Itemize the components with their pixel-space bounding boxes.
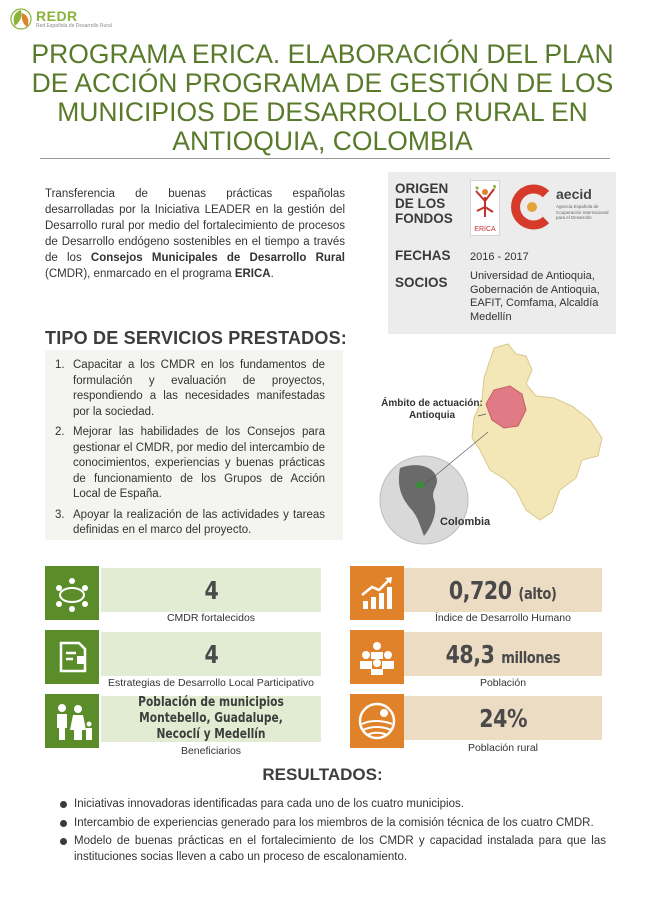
idh-stat-band: [404, 568, 602, 612]
beneficiaries-value: Población de municipios Montebello, Guadalupe, Necoclí y Medellín: [138, 695, 284, 742]
services-list: [55, 358, 325, 544]
aecid-logo: [510, 182, 614, 232]
intro-paragraph: [45, 186, 345, 282]
cmdr-caption: CMDR fortalecidos: [166, 612, 256, 624]
population-caption: Población: [479, 677, 527, 689]
idh-qualifier: (alto): [518, 583, 557, 603]
service-number: 3.: [55, 508, 65, 521]
family-icon: [45, 694, 99, 748]
population-stat-band: [404, 632, 602, 676]
rural-stat-band: [404, 696, 602, 740]
aecid-c-icon: [510, 184, 554, 230]
strategies-caption: Estrategias de Desarrollo Local Participativo: [107, 677, 315, 689]
rural-value: 24%: [479, 703, 527, 733]
country-label: Colombia: [440, 516, 491, 528]
idh-value-wrap: [449, 576, 557, 605]
population-unit: millones: [501, 647, 561, 667]
service-number: 2.: [55, 426, 65, 438]
idh-caption: Índice de Desarrollo Humano: [435, 612, 571, 624]
partners-value: Universidad de Antioquia, Gobernación de Antioquia, EAFIT, Comfama, Alcaldía Medellín: [470, 270, 600, 323]
logo-name: REDR: [36, 8, 78, 24]
growth-chart-icon: [350, 566, 404, 620]
services-heading: TIPO DE SERVICIOS PRESTADOS:: [45, 328, 347, 348]
colombia-land: [472, 344, 602, 520]
page-title: PROGRAMA ERICA. ELABORACIÓN DEL PLAN DE ACCIÓN PROGRAMA DE GESTIÓN DE LOS MUNICIPIOS DE DESARROLLO RURAL EN ANTIOQUIA, COLOMBIA: [31, 39, 614, 156]
cmdr-value: 4: [204, 575, 218, 605]
document-icon: [45, 630, 99, 684]
service-text: Mejorar las habilidades de los Consejos para gestionar el CMDR, por medio del intercambio de conocimientos, experiencias y buenas prácticas de funcionamiento de los Grupos de Acción Local de España.: [73, 426, 325, 500]
service-number: 1.: [55, 359, 65, 371]
erica-figure-icon: [471, 181, 499, 221]
idh-value: 0,720: [449, 575, 512, 605]
dates-value: 2016 - 2017: [470, 251, 529, 263]
result-item: [58, 797, 606, 813]
meeting-icon: [45, 566, 99, 620]
partners-label: SOCIOS: [395, 275, 448, 290]
colombia-map: [376, 340, 616, 550]
people-icon: [350, 630, 404, 684]
result-text: Intercambio de experiencias generado para los miembros de la comisión técnica de los cuatro CMDR.: [74, 816, 594, 829]
funds-panel: [388, 172, 616, 334]
bullet-icon: [58, 816, 74, 832]
intro-bold-cmdr: Consejos Municipales de Desarrollo Rural: [90, 252, 345, 264]
result-item: [58, 816, 606, 832]
intro-text-1: Transferencia de buenas prácticas españolas desarrolladas por la Iniciativa LEADER en la gestión del Desarrollo rural por medio del fortalecimiento de procesos de Desarrollo endógeno sostenibles en el tiempo a través de los: [45, 188, 345, 264]
strategies-value: 4: [204, 639, 218, 669]
cmdr-stat-band: [101, 568, 321, 612]
beneficiaries-caption: Beneficiarios: [180, 745, 242, 757]
result-text: Modelo de buenas prácticas en el fortalecimiento de los CMDR y capacidad instalada para que las instituciones socias lleven a cabo un proceso de escalonamiento.: [74, 835, 606, 863]
intro-bold-erica: ERICA: [234, 268, 271, 280]
erica-logo: [470, 180, 500, 236]
results-list: [58, 797, 606, 868]
service-item: [55, 358, 325, 420]
population-value-wrap: [446, 640, 561, 669]
service-text: Apoyar la realización de las actividades y tareas definidas en el marco del proyecto.: [73, 508, 325, 536]
area-label: Ámbito de actuación: Antioquia: [381, 398, 483, 421]
title-divider: [40, 158, 610, 159]
logo-subtitle: Red Española de Desarrollo Rural: [36, 23, 112, 29]
intro-text-3: .: [270, 268, 274, 280]
erica-logo-text: ERICA: [474, 226, 496, 233]
field-icon: [350, 694, 404, 748]
rural-caption: Población rural: [467, 742, 539, 754]
redr-logo: [10, 8, 112, 30]
intro-text-2: (CMDR), enmarcado en el programa: [45, 268, 235, 280]
redr-leaf-icon: [10, 8, 32, 30]
strategies-stat-band: [101, 632, 321, 676]
service-item: [55, 508, 325, 539]
result-item: [58, 834, 606, 865]
results-heading: RESULTADOS:: [262, 765, 383, 784]
result-text: Iniciativas innovadoras identificadas para cada uno de los cuatro municipios.: [74, 798, 464, 810]
bullet-icon: [58, 797, 74, 813]
bullet-icon: [58, 834, 74, 865]
aecid-subtitle: Agencia Española de Cooperación Internacional para el Desarrollo: [556, 204, 609, 220]
service-item: [55, 425, 325, 503]
population-value: 48,3: [445, 639, 495, 669]
service-text: Capacitar a los CMDR en los fundamentos de formulación y evaluación de proyectos, respondiendo a las necesidades manifestadas por la sociedad.: [73, 359, 325, 418]
aecid-name: aecid: [556, 186, 592, 202]
dates-label: FECHAS: [395, 248, 451, 263]
beneficiaries-stat-band: [101, 696, 321, 742]
origin-label: ORIGEN DE LOS FONDOS: [395, 181, 453, 226]
